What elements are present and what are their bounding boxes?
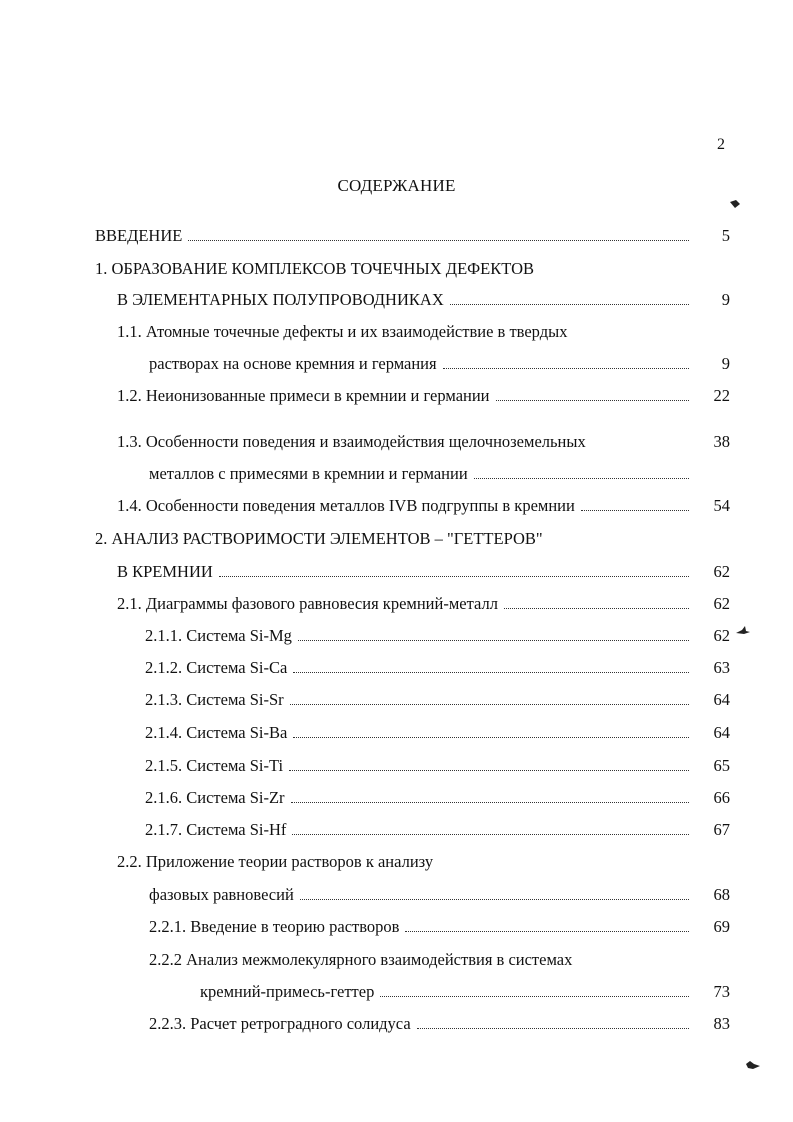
dot-leader xyxy=(450,304,689,305)
toc-entry-text: 2.1. Диаграммы фазового равновесия кремний-металл xyxy=(117,594,498,613)
toc-entry-s1-1-line1: 1.1. Атомные точечные дефекты и их взаимодействие в твердых xyxy=(117,322,568,341)
toc-entry-page: 69 xyxy=(713,917,730,936)
toc-entry-text: 1.2. Неионизованные примеси в кремнии и германии xyxy=(117,386,490,405)
dot-leader xyxy=(300,899,689,900)
toc-entry-text: 2.2.1. Введение в теорию растворов xyxy=(149,917,400,936)
toc-entry-s1-2 xyxy=(117,386,695,406)
dot-leader xyxy=(504,608,689,609)
dot-leader xyxy=(290,704,689,705)
toc-entry-s2-2 xyxy=(149,885,695,905)
dot-leader xyxy=(474,478,689,479)
toc-entry-text: 2.1.1. Система Si-Mg xyxy=(145,626,292,645)
toc-entry-text: 2.1.7. Система Si-Hf xyxy=(145,820,287,839)
toc-entry-s2-1-4 xyxy=(145,723,695,743)
toc-entry-s2-2-1 xyxy=(149,917,695,937)
toc-entry-text: В КРЕМНИИ xyxy=(117,562,213,581)
toc-entry-text: 2.1.6. Система Si-Zr xyxy=(145,788,285,807)
toc-entry-text: металлов с примесями в кремнии и германии xyxy=(149,464,468,483)
toc-entry-page: 62 xyxy=(713,562,730,581)
toc-entry-page: 64 xyxy=(713,723,730,742)
scan-artifact xyxy=(744,1058,762,1072)
toc-entry-page: 62 xyxy=(713,626,730,645)
dot-leader xyxy=(291,802,689,803)
toc-entry-s1-1 xyxy=(149,354,695,374)
toc-entry-page: 9 xyxy=(721,354,730,373)
toc-entry-page: 5 xyxy=(721,226,730,245)
page-number: 2 xyxy=(717,136,725,153)
toc-title: СОДЕРЖАНИЕ xyxy=(337,176,456,195)
toc-entry-s2-1-6 xyxy=(145,788,695,808)
toc-entry-text: В ЭЛЕМЕНТАРНЫХ ПОЛУПРОВОДНИКАХ xyxy=(117,290,444,309)
toc-entry-page: 66 xyxy=(713,788,730,807)
toc-entry-s2-2-2 xyxy=(200,982,695,1002)
dot-leader xyxy=(298,640,689,641)
toc-entry-page: 62 xyxy=(713,594,730,613)
dot-leader xyxy=(417,1028,689,1029)
toc-entry-ch1 xyxy=(117,290,695,310)
toc-entry-page: 83 xyxy=(713,1014,730,1033)
toc-entry-page: 9 xyxy=(721,290,730,309)
dot-leader xyxy=(289,770,689,771)
toc-entry-page: 65 xyxy=(713,756,730,775)
dot-leader xyxy=(292,834,689,835)
scan-artifact xyxy=(728,196,742,210)
toc-entry-page: 63 xyxy=(713,658,730,677)
toc-entry-text: растворах на основе кремния и германия xyxy=(149,354,437,373)
toc-entry-text: фазовых равновесий xyxy=(149,885,294,904)
toc-entry-text: 1.4. Особенности поведения металлов IVB подгруппы в кремнии xyxy=(117,496,575,515)
toc-entry-s2-1-5 xyxy=(145,756,695,776)
dot-leader xyxy=(188,240,689,241)
toc-entry-ch2 xyxy=(117,562,695,582)
dot-leader xyxy=(293,672,689,673)
toc-entry-page: 38 xyxy=(713,432,730,451)
toc-entry-page: 64 xyxy=(713,690,730,709)
toc-entry-text: 2.2.3. Расчет ретроградного солидуса xyxy=(149,1014,411,1033)
toc-entry-s2-1-2 xyxy=(145,658,695,678)
dot-leader xyxy=(581,510,689,511)
dot-leader xyxy=(219,576,689,577)
toc-entry-text: кремний-примесь-геттер xyxy=(200,982,375,1001)
toc-entry-text: 2.1.5. Система Si-Ti xyxy=(145,756,284,775)
toc-entry-ch2-line1: 2. АНАЛИЗ РАСТВОРИМОСТИ ЭЛЕМЕНТОВ – "ГЕТТЕРОВ" xyxy=(95,529,543,548)
toc-entry-text: ВВЕДЕНИЕ xyxy=(95,226,183,245)
toc-entry-page: 68 xyxy=(713,885,730,904)
toc-entry-text: 2.1.2. Система Si-Ca xyxy=(145,658,288,677)
toc-entry-ch1-line1: 1. ОБРАЗОВАНИЕ КОМПЛЕКСОВ ТОЧЕЧНЫХ ДЕФЕКТОВ xyxy=(95,259,535,278)
toc-entry-s2-2-2-line1: 2.2.2 Анализ межмолекулярного взаимодействия в системах xyxy=(149,950,573,969)
toc-entry-text: 2.1.4. Система Si-Ba xyxy=(145,723,288,742)
toc-entry-page: 73 xyxy=(713,982,730,1001)
toc-entry-s1-3-line1: 1.3. Особенности поведения и взаимодействия щелочноземельных xyxy=(117,432,586,451)
dot-leader xyxy=(380,996,689,997)
toc-entry-s2-2-3 xyxy=(149,1014,695,1034)
toc-entry-text: 2.1.3. Система Si-Sr xyxy=(145,690,284,709)
toc-entry-intro xyxy=(95,226,695,246)
toc-entry-s1-3 xyxy=(149,464,695,484)
toc-entry-page: 67 xyxy=(713,820,730,839)
toc-entry-s2-1-1 xyxy=(145,626,695,646)
toc-entry-page: 22 xyxy=(713,386,730,405)
scan-artifact xyxy=(735,625,751,637)
dot-leader xyxy=(405,931,689,932)
dot-leader xyxy=(293,737,689,738)
toc-entry-s2-1-3 xyxy=(145,690,695,710)
toc-entry-s1-4 xyxy=(117,496,695,516)
dot-leader xyxy=(496,400,689,401)
toc-entry-s2-1-7 xyxy=(145,820,695,840)
toc-entry-s2-1 xyxy=(117,594,695,614)
toc-entry-s2-2-line1: 2.2. Приложение теории растворов к анализу xyxy=(117,852,434,871)
dot-leader xyxy=(443,368,689,369)
toc-entry-page: 54 xyxy=(713,496,730,515)
